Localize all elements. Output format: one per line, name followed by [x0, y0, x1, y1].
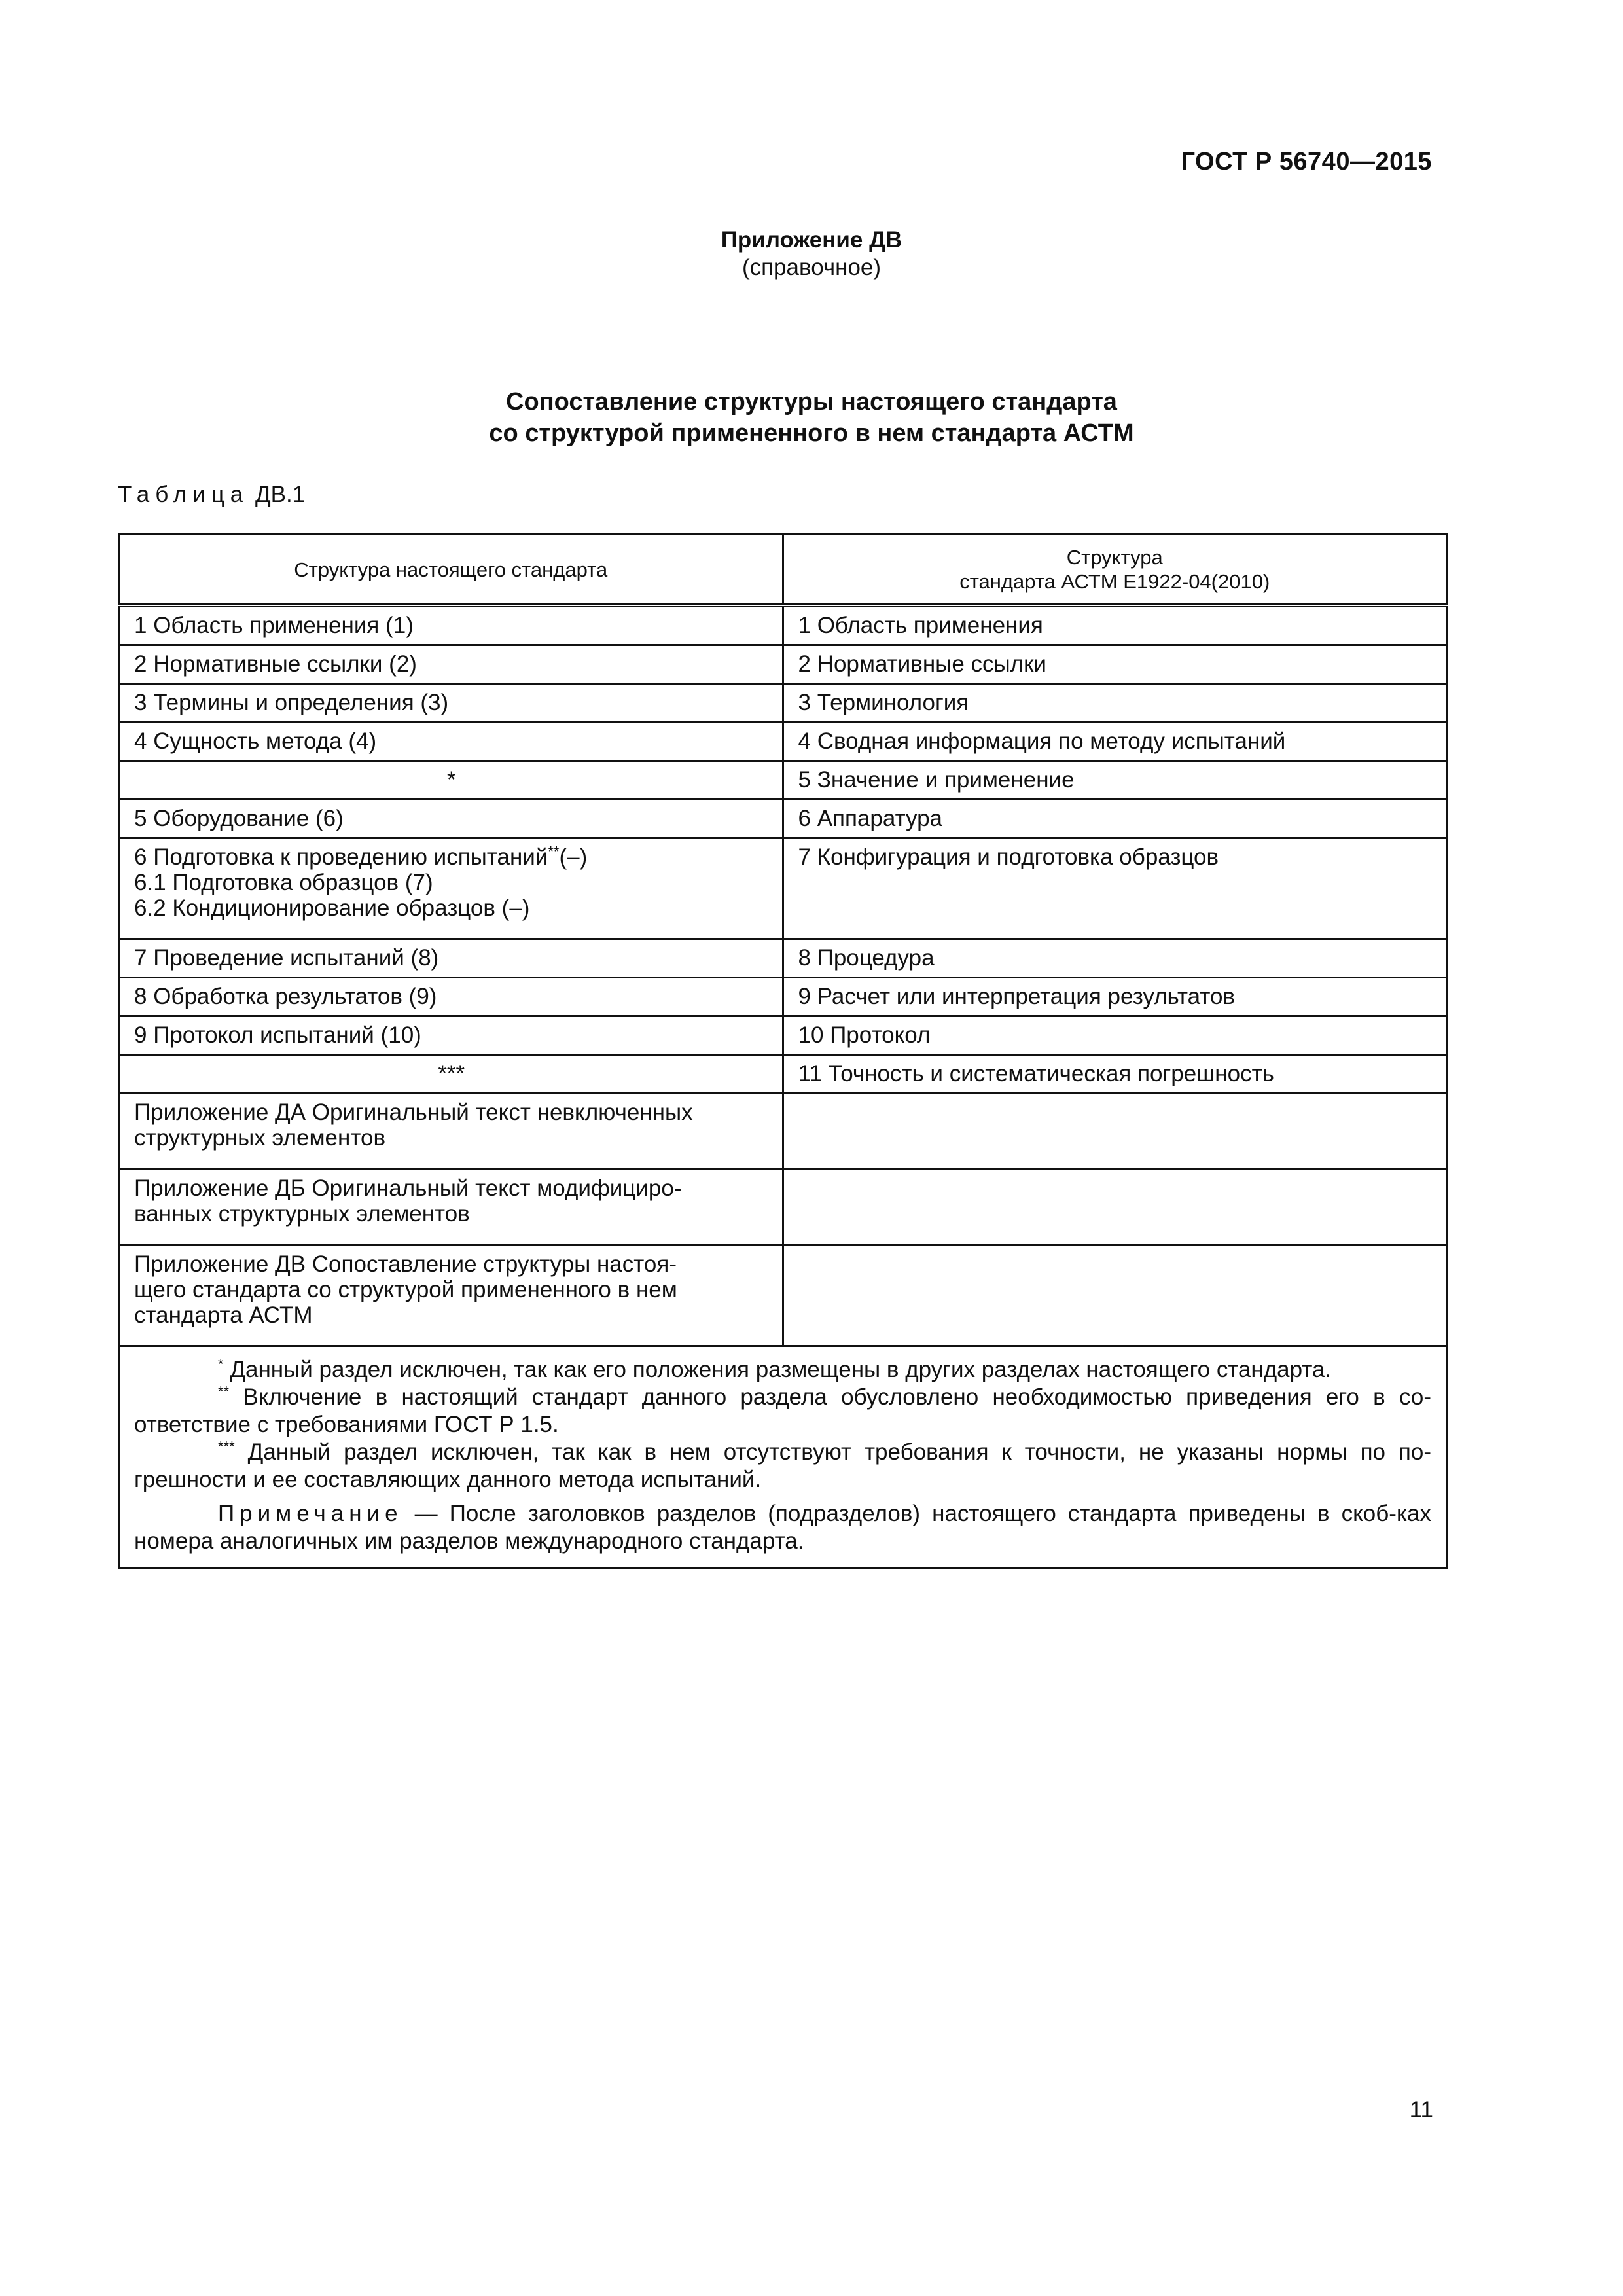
cell-right: 7 Конфигурация и подготовка образцов — [783, 838, 1447, 939]
page-title — [0, 386, 1623, 449]
table-row — [119, 939, 1447, 978]
comparison-table-container — [118, 533, 1448, 1569]
footnote — [134, 1384, 1431, 1439]
cell-left: 2 Нормативные ссылки (2) — [119, 645, 783, 684]
cell-left: 5 Оборудование (6) — [119, 800, 783, 838]
cell-line: Приложение ДВ Сопоставление структуры настоя- — [134, 1251, 677, 1277]
cell-line — [134, 844, 769, 870]
cell-text: (–) — [559, 844, 588, 870]
table-note — [134, 1500, 1431, 1555]
table-caption-number: ДВ.1 — [255, 482, 306, 507]
cell-right: 3 Терминология — [783, 684, 1447, 723]
cell-line: Приложение ДБ Оригинальный текст модифициро- — [134, 1175, 682, 1201]
cell-left — [119, 1094, 783, 1170]
table-footer — [119, 1346, 1447, 1568]
table-row — [119, 978, 1447, 1016]
cell-right: 6 Аппаратура — [783, 800, 1447, 838]
appendix-heading — [0, 226, 1623, 281]
document-id: ГОСТ Р 56740—2015 — [1181, 148, 1432, 175]
cell-left — [119, 838, 783, 939]
cell-left: 1 Область применения (1) — [119, 605, 783, 645]
table-row — [119, 1094, 1447, 1170]
title-line-2: со структурой примененного в нем стандарта АСТМ — [489, 420, 1134, 447]
cell-right — [783, 1246, 1447, 1346]
footnote-ref: ** — [548, 843, 560, 860]
footnote-text: Включение в настоящий стандарт данного раздела обусловлено необходимостью приведения его в со-ответствие с требованиями ГОСТ Р 1.5. — [134, 1384, 1431, 1437]
footnote-mark: ** — [218, 1383, 230, 1400]
cell-left — [119, 1170, 783, 1246]
cell-text: 6 Подготовка к проведению испытаний — [134, 844, 548, 870]
table-footer-row — [119, 1346, 1447, 1568]
table-row — [119, 605, 1447, 645]
cell-right: 10 Протокол — [783, 1016, 1447, 1055]
table-caption — [118, 482, 305, 508]
footnote — [134, 1439, 1431, 1494]
header-left: Структура настоящего стандарта — [119, 535, 783, 606]
cell-right: 9 Расчет или интерпретация результатов — [783, 978, 1447, 1016]
cell-left: 4 Сущность метода (4) — [119, 723, 783, 761]
cell-left: * — [119, 761, 783, 800]
cell-line: стандарта АСТМ — [134, 1302, 313, 1328]
note-label: Примечание — [218, 1501, 403, 1526]
appendix-kind: (справочное) — [741, 255, 882, 280]
cell-right — [783, 1094, 1447, 1170]
cell-right: 8 Процедура — [783, 939, 1447, 978]
note-text: — После заголовков разделов (подразделов) настоящего стандарта приведены в скоб-ках номера аналогичных им разделов международного стандарта. — [134, 1501, 1431, 1554]
table-row — [119, 761, 1447, 800]
header-right — [783, 535, 1447, 606]
footnote-mark: * — [218, 1355, 224, 1372]
cell-left: 7 Проведение испытаний (8) — [119, 939, 783, 978]
footnote — [134, 1356, 1431, 1384]
cell-line: Приложение ДА Оригинальный текст невключенных — [134, 1100, 693, 1125]
cell-right: 5 Значение и применение — [783, 761, 1447, 800]
appendix-name: Приложение ДВ — [721, 227, 902, 253]
cell-line: щего стандарта со структурой примененного в нем — [134, 1277, 677, 1302]
comparison-table — [118, 533, 1448, 1569]
header-right-line-2: стандарта АСТМ Е1922-04(2010) — [959, 570, 1270, 593]
cell-right: 4 Сводная информация по методу испытаний — [783, 723, 1447, 761]
table-caption-word: Таблица — [118, 482, 249, 507]
table-row — [119, 800, 1447, 838]
cell-right — [783, 1170, 1447, 1246]
table-row — [119, 723, 1447, 761]
cell-left: 9 Протокол испытаний (10) — [119, 1016, 783, 1055]
title-line-1: Сопоставление структуры настоящего стандарта — [506, 388, 1117, 416]
table-row — [119, 1170, 1447, 1246]
cell-line: ванных структурных элементов — [134, 1201, 470, 1227]
cell-line: 6.1 Подготовка образцов (7) — [134, 870, 433, 895]
footnote-text: Данный раздел исключен, так как его положения размещены в других разделах настоящего стандарта. — [223, 1357, 1332, 1382]
cell-left — [119, 1246, 783, 1346]
cell-line: 6.2 Кондиционирование образцов (–) — [134, 895, 530, 921]
page-number: 11 — [1409, 2097, 1433, 2123]
footnote-mark: *** — [218, 1438, 235, 1455]
cell-left: 8 Обработка результатов (9) — [119, 978, 783, 1016]
cell-right: 1 Область применения — [783, 605, 1447, 645]
table-row — [119, 1016, 1447, 1055]
cell-right: 11 Точность и систематическая погрешность — [783, 1055, 1447, 1094]
table-row — [119, 645, 1447, 684]
table-row — [119, 684, 1447, 723]
cell-left: 3 Термины и определения (3) — [119, 684, 783, 723]
cell-line: структурных элементов — [134, 1125, 386, 1151]
table-header-row — [119, 535, 1447, 606]
table-row — [119, 1055, 1447, 1094]
footnote-text: Данный раздел исключен, так как в нем отсутствуют требования к точности, не указаны нормы по по-грешности и ее составляющих данного метода испытаний. — [134, 1439, 1431, 1492]
table-row — [119, 1246, 1447, 1346]
header-right-line-1: Структура — [1066, 546, 1163, 569]
cell-left: *** — [119, 1055, 783, 1094]
cell-right: 2 Нормативные ссылки — [783, 645, 1447, 684]
table-row — [119, 838, 1447, 939]
